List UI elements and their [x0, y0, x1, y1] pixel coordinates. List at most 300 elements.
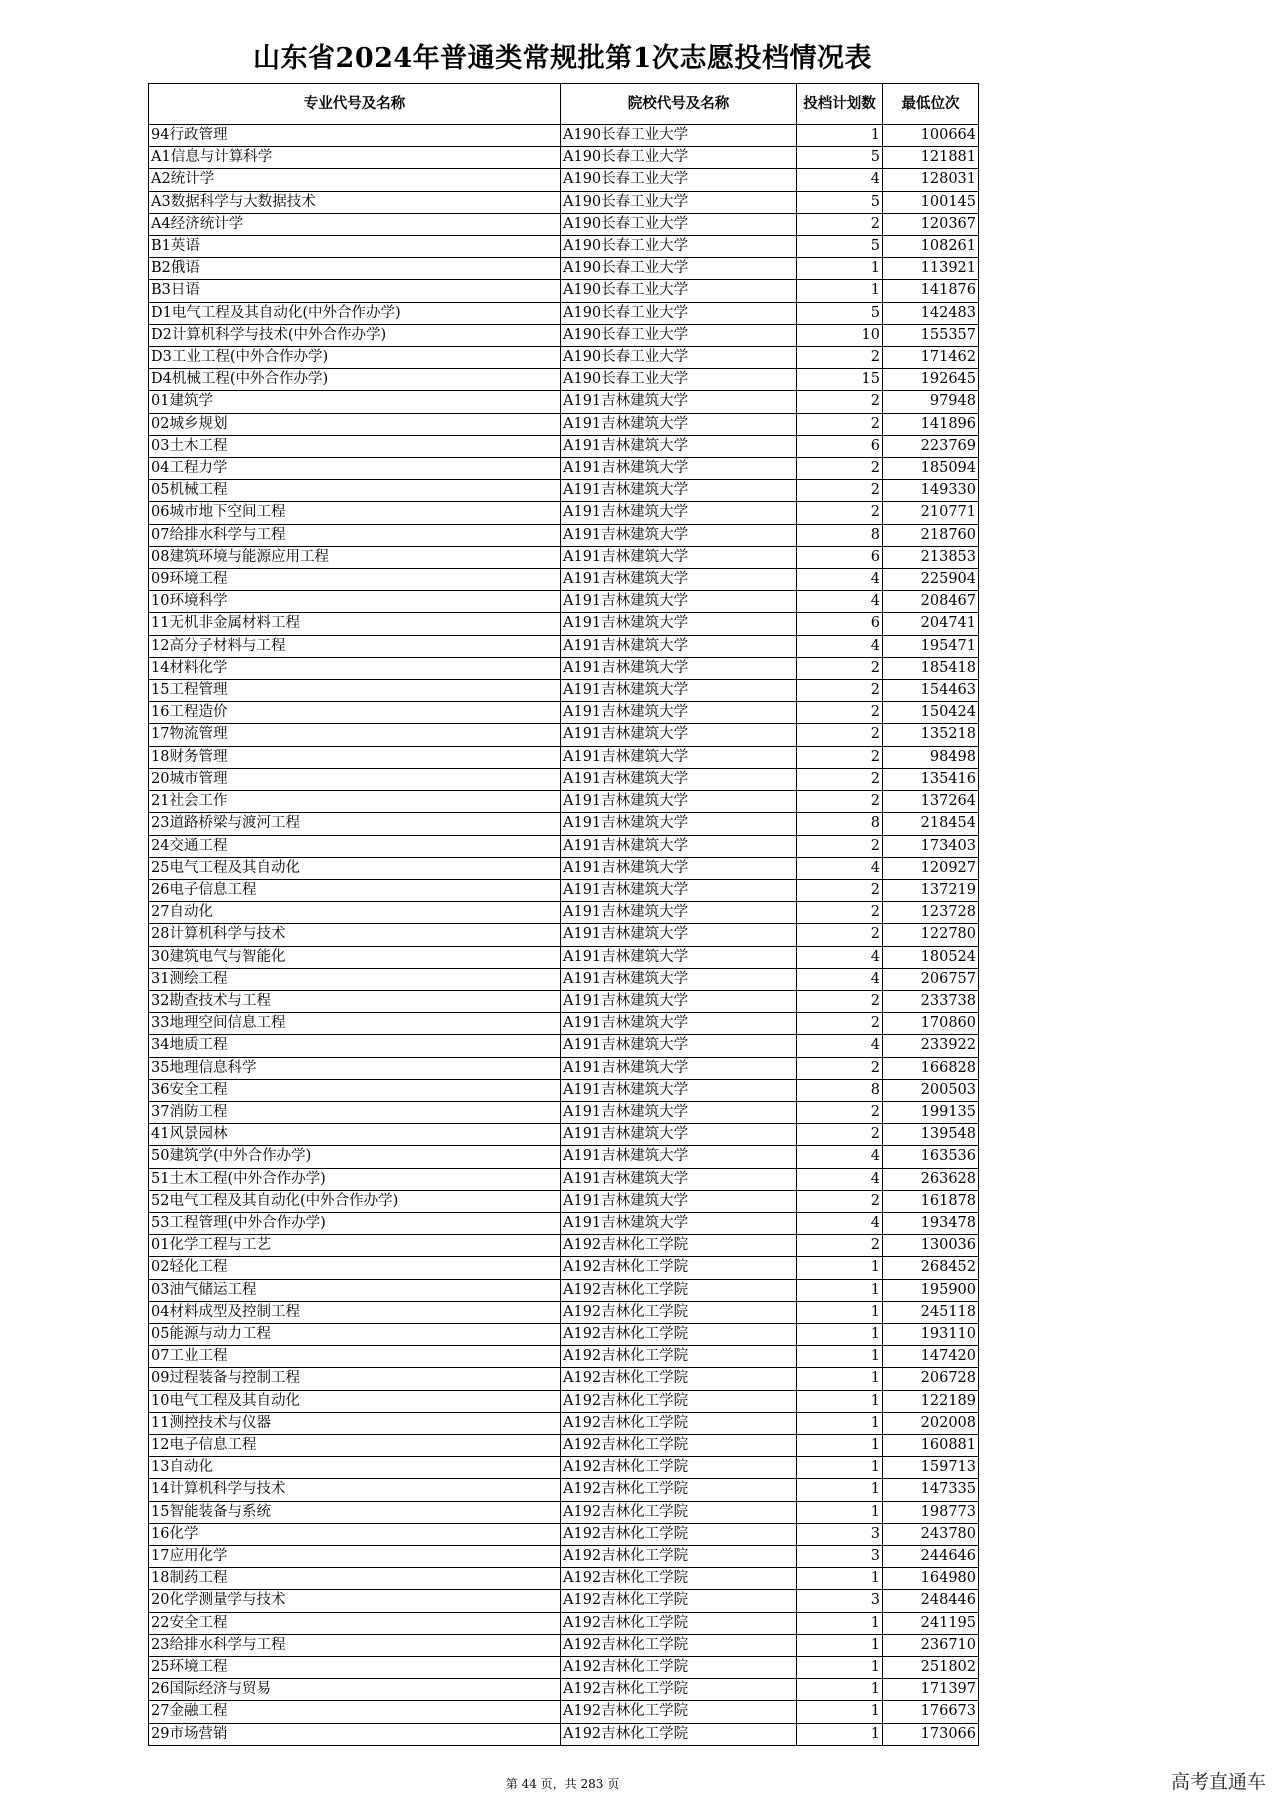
table-row: [149, 1168, 979, 1190]
cell-school: A192吉林化工学院: [561, 1679, 797, 1701]
cell-major: A1信息与计算科学: [149, 147, 561, 169]
cell-major: 25环境工程: [149, 1657, 561, 1679]
cell-major: 26国际经济与贸易: [149, 1679, 561, 1701]
cell-min-rank: 192645: [883, 369, 979, 391]
cell-school: A192吉林化工学院: [561, 1501, 797, 1523]
cell-min-rank: 97948: [883, 391, 979, 413]
table-row: [149, 857, 979, 879]
cell-school: A191吉林建筑大学: [561, 524, 797, 546]
table-row: [149, 591, 979, 613]
table-row: [149, 1434, 979, 1456]
cell-min-rank: 149330: [883, 480, 979, 502]
cell-major: 18制药工程: [149, 1568, 561, 1590]
page-title: 山东省2024年普通类常规批第1次志愿投档情况表: [253, 43, 872, 74]
cell-major: 21社会工作: [149, 791, 561, 813]
table-row: [149, 1212, 979, 1234]
cell-min-rank: 135218: [883, 724, 979, 746]
cell-major: 09过程装备与控制工程: [149, 1368, 561, 1390]
cell-plan-count: 10: [797, 324, 883, 346]
cell-school: A192吉林化工学院: [561, 1279, 797, 1301]
cell-plan-count: 8: [797, 813, 883, 835]
cell-plan-count: 2: [797, 879, 883, 901]
cell-major: 50建筑学(中外合作办学): [149, 1146, 561, 1168]
cell-school: A192吉林化工学院: [561, 1412, 797, 1434]
cell-min-rank: 173403: [883, 835, 979, 857]
cell-min-rank: 137264: [883, 791, 979, 813]
cell-major: 11无机非金属材料工程: [149, 613, 561, 635]
cell-min-rank: 243780: [883, 1523, 979, 1545]
cell-major: 04工程力学: [149, 458, 561, 480]
cell-school: A190长春工业大学: [561, 280, 797, 302]
cell-min-rank: 171462: [883, 347, 979, 369]
cell-school: A190长春工业大学: [561, 324, 797, 346]
cell-school: A191吉林建筑大学: [561, 391, 797, 413]
cell-school: A191吉林建筑大学: [561, 724, 797, 746]
cell-major: 94行政管理: [149, 125, 561, 147]
cell-major: B2俄语: [149, 258, 561, 280]
cell-plan-count: 2: [797, 724, 883, 746]
cell-major: 11测控技术与仪器: [149, 1412, 561, 1434]
cell-min-rank: 208467: [883, 591, 979, 613]
table-row: [149, 1346, 979, 1368]
cell-major: 25电气工程及其自动化: [149, 857, 561, 879]
cell-school: A190长春工业大学: [561, 147, 797, 169]
cell-plan-count: 2: [797, 924, 883, 946]
cell-min-rank: 141876: [883, 280, 979, 302]
cell-school: A192吉林化工学院: [561, 1235, 797, 1257]
cell-plan-count: 2: [797, 835, 883, 857]
cell-min-rank: 159713: [883, 1457, 979, 1479]
cell-min-rank: 128031: [883, 169, 979, 191]
table-row: [149, 990, 979, 1012]
cell-major: 27自动化: [149, 902, 561, 924]
cell-plan-count: 3: [797, 1546, 883, 1568]
cell-major: 27金融工程: [149, 1701, 561, 1723]
cell-min-rank: 244646: [883, 1546, 979, 1568]
table-row: [149, 1301, 979, 1323]
table-row: [149, 657, 979, 679]
cell-plan-count: 5: [797, 236, 883, 258]
table-row: [149, 347, 979, 369]
cell-major: 02轻化工程: [149, 1257, 561, 1279]
cell-plan-count: 1: [797, 1301, 883, 1323]
cell-plan-count: 15: [797, 369, 883, 391]
table-row: [149, 1190, 979, 1212]
cell-school: A191吉林建筑大学: [561, 435, 797, 457]
cell-school: A192吉林化工学院: [561, 1457, 797, 1479]
table-row: [149, 369, 979, 391]
cell-major: 08建筑环境与能源应用工程: [149, 546, 561, 568]
table-row: [149, 1590, 979, 1612]
header-school: 院校代号及名称: [561, 84, 797, 125]
cell-min-rank: 150424: [883, 702, 979, 724]
table-row: [149, 1323, 979, 1345]
table-row: [149, 458, 979, 480]
cell-major: 02城乡规划: [149, 413, 561, 435]
table-row: [149, 169, 979, 191]
cell-major: D2计算机科学与技术(中外合作办学): [149, 324, 561, 346]
cell-school: A192吉林化工学院: [561, 1323, 797, 1345]
cell-major: 31测绘工程: [149, 968, 561, 990]
cell-min-rank: 154463: [883, 680, 979, 702]
cell-plan-count: 2: [797, 657, 883, 679]
cell-major: 28计算机科学与技术: [149, 924, 561, 946]
cell-plan-count: 4: [797, 635, 883, 657]
cell-min-rank: 100145: [883, 191, 979, 213]
cell-major: 10环境科学: [149, 591, 561, 613]
cell-plan-count: 2: [797, 347, 883, 369]
cell-school: A191吉林建筑大学: [561, 502, 797, 524]
table-row: [149, 1479, 979, 1501]
cell-plan-count: 2: [797, 413, 883, 435]
cell-plan-count: 1: [797, 1612, 883, 1634]
cell-major: 18财务管理: [149, 746, 561, 768]
cell-plan-count: 2: [797, 1124, 883, 1146]
cell-major: D3工业工程(中外合作办学): [149, 347, 561, 369]
cell-min-rank: 241195: [883, 1612, 979, 1634]
cell-major: 20城市管理: [149, 768, 561, 790]
cell-school: A191吉林建筑大学: [561, 1212, 797, 1234]
table-row: [149, 1457, 979, 1479]
cell-plan-count: 8: [797, 524, 883, 546]
cell-plan-count: 1: [797, 1412, 883, 1434]
cell-plan-count: 1: [797, 280, 883, 302]
cell-plan-count: 2: [797, 702, 883, 724]
cell-major: B3日语: [149, 280, 561, 302]
cell-school: A191吉林建筑大学: [561, 857, 797, 879]
cell-school: A190长春工业大学: [561, 169, 797, 191]
cell-school: A190长春工业大学: [561, 191, 797, 213]
cell-min-rank: 98498: [883, 746, 979, 768]
cell-major: 03油气储运工程: [149, 1279, 561, 1301]
admission-table: [148, 83, 979, 1746]
table-row: [149, 835, 979, 857]
cell-major: 53工程管理(中外合作办学): [149, 1212, 561, 1234]
table-row: [149, 1679, 979, 1701]
cell-school: A190长春工业大学: [561, 369, 797, 391]
cell-min-rank: 195900: [883, 1279, 979, 1301]
header-plan-count: 投档计划数: [797, 84, 883, 125]
cell-school: A192吉林化工学院: [561, 1657, 797, 1679]
cell-plan-count: 2: [797, 391, 883, 413]
cell-school: A192吉林化工学院: [561, 1546, 797, 1568]
table-row: [149, 546, 979, 568]
cell-major: 29市场营销: [149, 1723, 561, 1745]
cell-school: A192吉林化工学院: [561, 1568, 797, 1590]
cell-plan-count: 1: [797, 1323, 883, 1345]
table-row: [149, 1723, 979, 1745]
cell-school: A192吉林化工学院: [561, 1390, 797, 1412]
cell-min-rank: 139548: [883, 1124, 979, 1146]
cell-min-rank: 161878: [883, 1190, 979, 1212]
cell-plan-count: 5: [797, 302, 883, 324]
cell-school: A191吉林建筑大学: [561, 546, 797, 568]
cell-major: 34地质工程: [149, 1035, 561, 1057]
cell-min-rank: 141896: [883, 413, 979, 435]
cell-min-rank: 225904: [883, 569, 979, 591]
cell-school: A191吉林建筑大学: [561, 458, 797, 480]
cell-major: A4经济统计学: [149, 213, 561, 235]
cell-major: B1英语: [149, 236, 561, 258]
table-row: [149, 768, 979, 790]
table-row: [149, 1124, 979, 1146]
cell-min-rank: 108261: [883, 236, 979, 258]
table-row: [149, 1257, 979, 1279]
table-row: [149, 1612, 979, 1634]
cell-school: A191吉林建筑大学: [561, 768, 797, 790]
cell-min-rank: 160881: [883, 1434, 979, 1456]
cell-school: A191吉林建筑大学: [561, 1057, 797, 1079]
cell-plan-count: 1: [797, 125, 883, 147]
table-row: [149, 702, 979, 724]
cell-major: 14材料化学: [149, 657, 561, 679]
table-row: [149, 391, 979, 413]
table-row: [149, 879, 979, 901]
cell-min-rank: 206757: [883, 968, 979, 990]
cell-plan-count: 4: [797, 946, 883, 968]
table-row: [149, 1390, 979, 1412]
cell-major: 33地理空间信息工程: [149, 1013, 561, 1035]
cell-major: 12高分子材料与工程: [149, 635, 561, 657]
cell-school: A191吉林建筑大学: [561, 968, 797, 990]
cell-school: A192吉林化工学院: [561, 1612, 797, 1634]
header-major: 专业代号及名称: [149, 84, 561, 125]
cell-school: A191吉林建筑大学: [561, 924, 797, 946]
cell-school: A191吉林建筑大学: [561, 480, 797, 502]
cell-plan-count: 1: [797, 1257, 883, 1279]
cell-plan-count: 3: [797, 1590, 883, 1612]
cell-min-rank: 147335: [883, 1479, 979, 1501]
cell-min-rank: 164980: [883, 1568, 979, 1590]
cell-min-rank: 251802: [883, 1657, 979, 1679]
cell-major: 17应用化学: [149, 1546, 561, 1568]
cell-plan-count: 4: [797, 1146, 883, 1168]
cell-major: 35地理信息科学: [149, 1057, 561, 1079]
table-row: [149, 1412, 979, 1434]
cell-plan-count: 2: [797, 1057, 883, 1079]
cell-school: A192吉林化工学院: [561, 1723, 797, 1745]
cell-school: A191吉林建筑大学: [561, 1013, 797, 1035]
cell-school: A191吉林建筑大学: [561, 1124, 797, 1146]
cell-school: A191吉林建筑大学: [561, 813, 797, 835]
cell-min-rank: 176673: [883, 1701, 979, 1723]
cell-min-rank: 268452: [883, 1257, 979, 1279]
cell-school: A190长春工业大学: [561, 258, 797, 280]
cell-school: A191吉林建筑大学: [561, 1190, 797, 1212]
watermark: 高考直通车: [1170, 1771, 1266, 1793]
table-row: [149, 1146, 979, 1168]
cell-major: 01建筑学: [149, 391, 561, 413]
table-row: [149, 1279, 979, 1301]
cell-school: A191吉林建筑大学: [561, 746, 797, 768]
table-row: [149, 191, 979, 213]
table-row: [149, 1101, 979, 1123]
cell-plan-count: 1: [797, 1501, 883, 1523]
cell-min-rank: 121881: [883, 147, 979, 169]
cell-plan-count: 5: [797, 191, 883, 213]
cell-major: 01化学工程与工艺: [149, 1235, 561, 1257]
cell-min-rank: 130036: [883, 1235, 979, 1257]
table-row: [149, 147, 979, 169]
cell-school: A191吉林建筑大学: [561, 569, 797, 591]
cell-major: 04材料成型及控制工程: [149, 1301, 561, 1323]
cell-school: A191吉林建筑大学: [561, 835, 797, 857]
cell-min-rank: 206728: [883, 1368, 979, 1390]
cell-plan-count: 1: [797, 1723, 883, 1745]
table-row: [149, 480, 979, 502]
table-row: [149, 1523, 979, 1545]
cell-plan-count: 2: [797, 1013, 883, 1035]
cell-plan-count: 2: [797, 213, 883, 235]
cell-major: 16工程造价: [149, 702, 561, 724]
cell-school: A192吉林化工学院: [561, 1523, 797, 1545]
cell-major: 03土木工程: [149, 435, 561, 457]
cell-school: A192吉林化工学院: [561, 1301, 797, 1323]
table-row: [149, 813, 979, 835]
table-row: [149, 213, 979, 235]
cell-min-rank: 223769: [883, 435, 979, 457]
cell-min-rank: 200503: [883, 1079, 979, 1101]
cell-min-rank: 193478: [883, 1212, 979, 1234]
cell-plan-count: 1: [797, 1634, 883, 1656]
cell-school: A191吉林建筑大学: [561, 1035, 797, 1057]
cell-min-rank: 195471: [883, 635, 979, 657]
cell-min-rank: 198773: [883, 1501, 979, 1523]
table-row: [149, 946, 979, 968]
cell-plan-count: 2: [797, 902, 883, 924]
cell-plan-count: 5: [797, 147, 883, 169]
cell-plan-count: 1: [797, 1279, 883, 1301]
table-row: [149, 1035, 979, 1057]
cell-major: 51土木工程(中外合作办学): [149, 1168, 561, 1190]
cell-major: 22安全工程: [149, 1612, 561, 1634]
cell-school: A190长春工业大学: [561, 236, 797, 258]
cell-min-rank: 213853: [883, 546, 979, 568]
cell-major: 14计算机科学与技术: [149, 1479, 561, 1501]
cell-plan-count: 2: [797, 746, 883, 768]
table-row: [149, 902, 979, 924]
cell-major: 41风景园林: [149, 1124, 561, 1146]
cell-major: D4机械工程(中外合作办学): [149, 369, 561, 391]
table-row: [149, 1501, 979, 1523]
cell-plan-count: 4: [797, 169, 883, 191]
cell-school: A191吉林建筑大学: [561, 591, 797, 613]
cell-school: A191吉林建筑大学: [561, 635, 797, 657]
cell-major: 30建筑电气与智能化: [149, 946, 561, 968]
cell-school: A192吉林化工学院: [561, 1434, 797, 1456]
cell-school: A191吉林建筑大学: [561, 946, 797, 968]
cell-school: A191吉林建筑大学: [561, 1146, 797, 1168]
cell-plan-count: 1: [797, 1568, 883, 1590]
cell-school: A190长春工业大学: [561, 125, 797, 147]
cell-school: A191吉林建筑大学: [561, 990, 797, 1012]
cell-plan-count: 4: [797, 968, 883, 990]
cell-min-rank: 218760: [883, 524, 979, 546]
table-row: [149, 635, 979, 657]
cell-school: A191吉林建筑大学: [561, 657, 797, 679]
cell-min-rank: 193110: [883, 1323, 979, 1345]
table-row: [149, 1657, 979, 1679]
cell-min-rank: 100664: [883, 125, 979, 147]
cell-school: A191吉林建筑大学: [561, 680, 797, 702]
cell-plan-count: 2: [797, 502, 883, 524]
cell-plan-count: 2: [797, 768, 883, 790]
cell-major: 10电气工程及其自动化: [149, 1390, 561, 1412]
table-row: [149, 680, 979, 702]
cell-min-rank: 147420: [883, 1346, 979, 1368]
cell-major: 05机械工程: [149, 480, 561, 502]
cell-plan-count: 4: [797, 1168, 883, 1190]
cell-plan-count: 6: [797, 546, 883, 568]
cell-min-rank: 185418: [883, 657, 979, 679]
cell-major: 12电子信息工程: [149, 1434, 561, 1456]
cell-major: 16化学: [149, 1523, 561, 1545]
cell-min-rank: 199135: [883, 1101, 979, 1123]
table-row: [149, 1568, 979, 1590]
cell-major: A3数据科学与大数据技术: [149, 191, 561, 213]
cell-major: 20化学测量学与技术: [149, 1590, 561, 1612]
table-row: [149, 1701, 979, 1723]
cell-school: A191吉林建筑大学: [561, 1101, 797, 1123]
table-row: [149, 1235, 979, 1257]
cell-major: 23给排水科学与工程: [149, 1634, 561, 1656]
cell-major: 15工程管理: [149, 680, 561, 702]
table-row: [149, 924, 979, 946]
cell-plan-count: 1: [797, 1479, 883, 1501]
cell-plan-count: 4: [797, 569, 883, 591]
cell-plan-count: 1: [797, 1701, 883, 1723]
cell-min-rank: 233922: [883, 1035, 979, 1057]
cell-plan-count: 1: [797, 1657, 883, 1679]
cell-plan-count: 1: [797, 1346, 883, 1368]
cell-min-rank: 173066: [883, 1723, 979, 1745]
cell-min-rank: 122189: [883, 1390, 979, 1412]
cell-min-rank: 204741: [883, 613, 979, 635]
table-row: [149, 791, 979, 813]
cell-plan-count: 1: [797, 1679, 883, 1701]
cell-school: A191吉林建筑大学: [561, 702, 797, 724]
cell-min-rank: 135416: [883, 768, 979, 790]
table-row: [149, 1368, 979, 1390]
cell-plan-count: 2: [797, 1235, 883, 1257]
cell-plan-count: 6: [797, 435, 883, 457]
cell-min-rank: 210771: [883, 502, 979, 524]
cell-major: 32勘查技术与工程: [149, 990, 561, 1012]
table-row: [149, 613, 979, 635]
cell-major: 26电子信息工程: [149, 879, 561, 901]
cell-plan-count: 6: [797, 613, 883, 635]
cell-major: 37消防工程: [149, 1101, 561, 1123]
cell-min-rank: 123728: [883, 902, 979, 924]
table-row: [149, 302, 979, 324]
table-body: [149, 125, 979, 1746]
cell-plan-count: 4: [797, 857, 883, 879]
cell-school: A192吉林化工学院: [561, 1346, 797, 1368]
cell-major: 05能源与动力工程: [149, 1323, 561, 1345]
cell-major: D1电气工程及其自动化(中外合作办学): [149, 302, 561, 324]
table-row: [149, 1079, 979, 1101]
cell-min-rank: 218454: [883, 813, 979, 835]
table-row: [149, 324, 979, 346]
cell-major: 52电气工程及其自动化(中外合作办学): [149, 1190, 561, 1212]
table-row: [149, 569, 979, 591]
page-footer: 第 44 页，共 283 页: [505, 1777, 620, 1791]
cell-major: 15智能装备与系统: [149, 1501, 561, 1523]
table-row: [149, 125, 979, 147]
table-row: [149, 1634, 979, 1656]
cell-major: 23道路桥梁与渡河工程: [149, 813, 561, 835]
cell-major: 07给排水科学与工程: [149, 524, 561, 546]
